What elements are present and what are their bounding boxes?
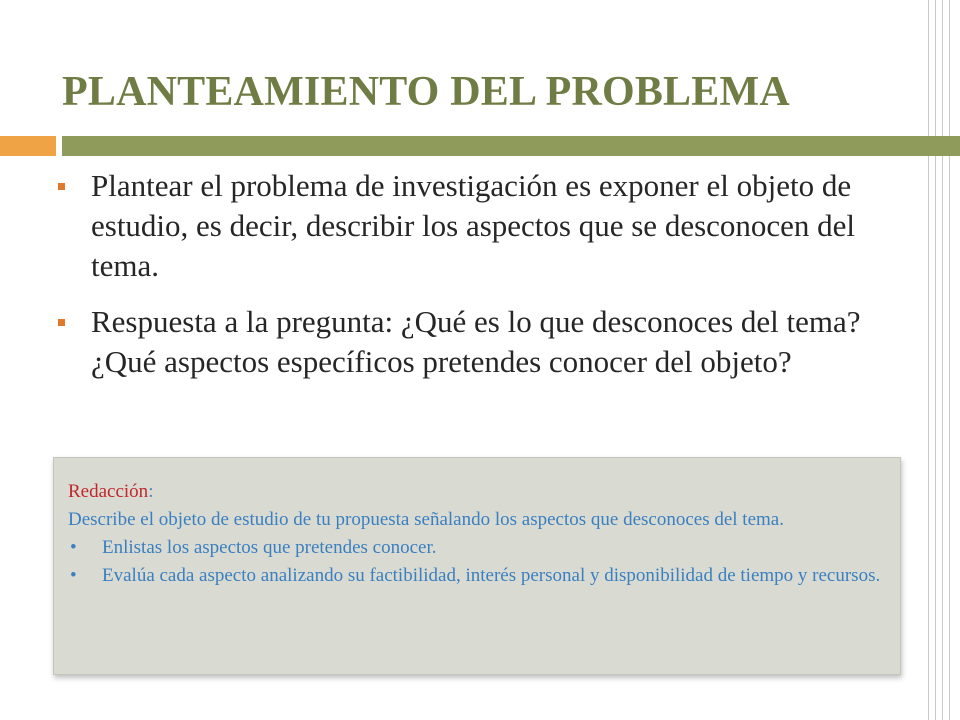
bullet-item [58, 302, 918, 382]
note-item-text: Evalúa cada aspecto analizando su factibilidad, interés personal y disponibilidad de tiempo y recursos. [102, 565, 881, 586]
round-bullet-icon: • [70, 565, 77, 586]
bullet-text: Respuesta a la pregunta: ¿Qué es lo que desconoces del tema? ¿Qué aspectos específicos pretendes conocer del objeto? [91, 304, 861, 379]
note-list-item [68, 534, 886, 562]
round-bullet-icon: • [70, 537, 77, 558]
note-heading-line [68, 478, 886, 506]
title-accent-bar-green [62, 136, 960, 156]
decorative-line [928, 0, 929, 720]
title-accent-bar-orange [0, 136, 56, 156]
note-heading-colon: : [148, 481, 154, 502]
square-bullet-icon [58, 319, 65, 326]
decorative-line [949, 0, 950, 720]
decorative-line [935, 0, 936, 720]
note-heading: Redacción [68, 481, 149, 502]
square-bullet-icon [58, 183, 65, 190]
bullet-item [58, 166, 918, 286]
bullet-text: Plantear el problema de investigación es exponer el objeto de estudio, es decir, describir los aspectos que se desconocen del tema. [91, 168, 856, 283]
note-list [68, 534, 886, 590]
note-list-item [68, 562, 886, 590]
writing-instructions-box [53, 457, 901, 675]
decorative-line [942, 0, 943, 720]
note-body: Describe el objeto de estudio de tu propuesta señalando los aspectos que desconoces del tema. [68, 509, 784, 530]
bullet-list [58, 166, 918, 398]
note-item-text: Enlistas los aspectos que pretendes conocer. [102, 537, 437, 558]
slide-title: PLANTEAMIENTO DEL PROBLEMA [62, 69, 790, 115]
